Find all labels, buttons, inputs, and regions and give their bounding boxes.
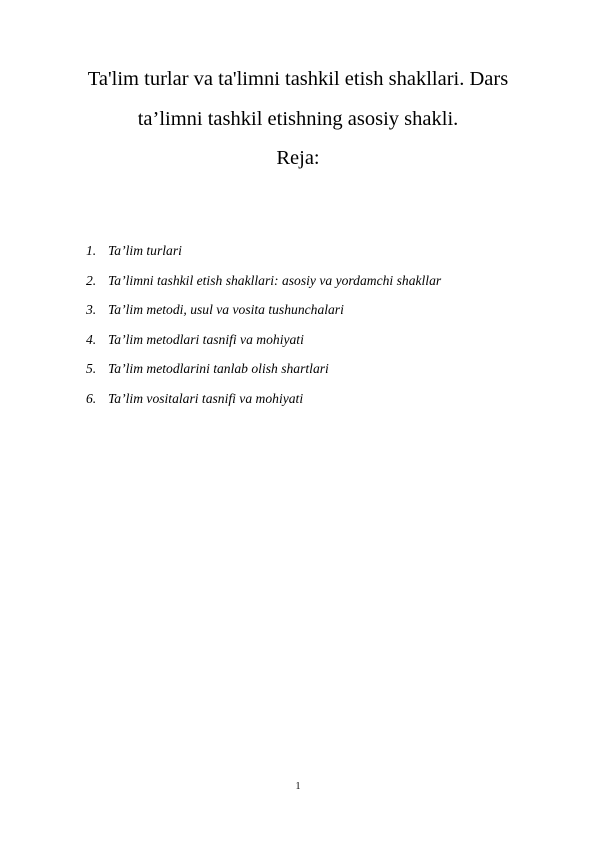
- plan-item-number: 4.: [86, 331, 97, 347]
- document-title-line-2: ta’limni tashkil etishning asosiy shakli.: [137, 108, 459, 130]
- plan-item-number: 2.: [86, 272, 97, 288]
- plan-item: [86, 302, 441, 318]
- plan-item: [86, 243, 441, 259]
- document-title-line-1: Ta'lim turlar va ta'limni tashkil etish shakllari. Dars: [87, 68, 509, 90]
- plan-heading: Reja:: [276, 147, 320, 169]
- plan-item-text: Ta’lim metodi, usul va vosita tushunchalari: [108, 302, 344, 317]
- plan-item: [86, 332, 441, 348]
- plan-list: [86, 243, 441, 420]
- plan-item-number: 1.: [86, 243, 97, 258]
- plan-item-number: 6.: [86, 390, 97, 406]
- plan-item-text: Ta’lim metodlarini tanlab olish shartlari: [108, 361, 329, 376]
- plan-item: [86, 361, 441, 377]
- plan-item-text: Ta’lim vositalari tasnifi va mohiyati: [108, 390, 304, 406]
- plan-item-number: 5.: [86, 361, 97, 376]
- plan-item: [86, 273, 441, 289]
- plan-item-number: 3.: [86, 302, 97, 317]
- page-number: 1: [295, 781, 301, 792]
- plan-item-text: Ta’limni tashkil etish shakllari: asosiy va yordamchi shakllar: [108, 272, 442, 288]
- plan-item-text: Ta’lim turlari: [108, 243, 182, 258]
- plan-item: [86, 391, 441, 407]
- plan-item-text: Ta’lim metodlari tasnifi va mohiyati: [108, 331, 304, 347]
